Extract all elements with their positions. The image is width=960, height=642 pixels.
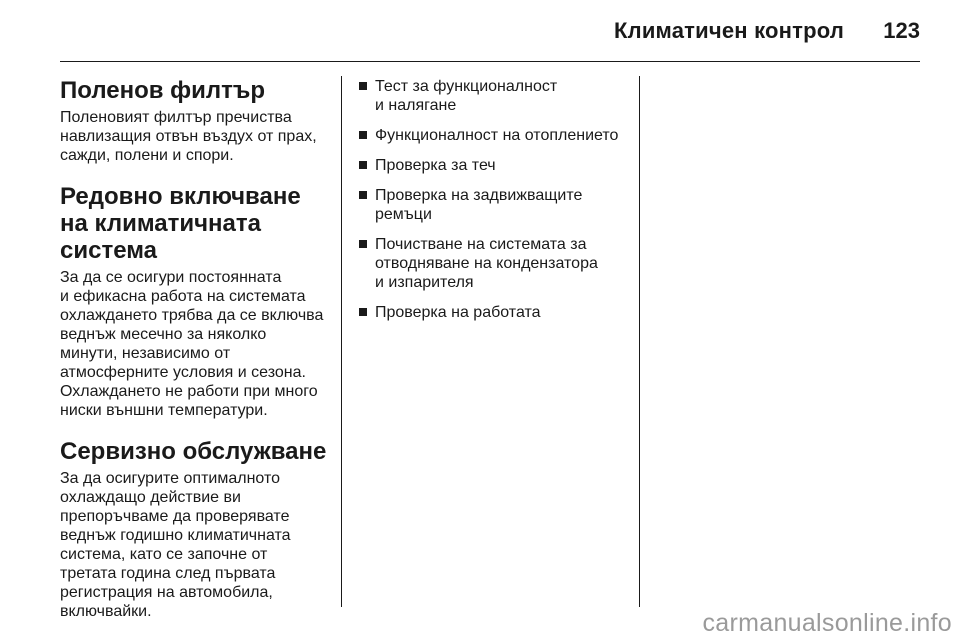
square-bullet-icon	[359, 82, 367, 90]
list-item	[358, 77, 628, 115]
section-text: За да осигурите оптималното охлаждащо действие ви препоръчваме да проверявате веднъж годишно климатичната система, като се започне от третата година след първата регистрация на автомобила, включвайки.	[60, 470, 291, 620]
section-heading: Редовно включване на климатичната система	[60, 183, 301, 264]
list-item-text: Тест за функционалност и налягане	[375, 78, 558, 114]
section-service	[60, 438, 332, 621]
header-divider	[60, 61, 920, 62]
list-item	[358, 156, 628, 175]
right-column	[358, 77, 628, 333]
square-bullet-icon	[359, 308, 367, 316]
service-checklist	[358, 77, 628, 322]
section-text: За да се осигури постоянната и ефикасна работа на системата охлаждането трябва да се включва веднъж месечно за няколко минути, независимо от атмосферните условия и сезона. Охлаждането не работи при много ниски външни температури.	[60, 269, 324, 419]
column-divider	[341, 76, 342, 607]
section-pollen-filter	[60, 77, 332, 165]
list-item	[358, 235, 628, 292]
page-number: 123	[883, 18, 920, 43]
list-item	[358, 303, 628, 322]
square-bullet-icon	[359, 131, 367, 139]
section-heading: Сервизно обслужване	[60, 438, 327, 465]
column-divider	[639, 76, 640, 607]
watermark: carmanualsonline.info	[702, 609, 952, 637]
list-item-text: Проверка за теч	[375, 157, 496, 174]
section-heading: Поленов филтър	[60, 77, 266, 104]
square-bullet-icon	[359, 191, 367, 199]
square-bullet-icon	[359, 161, 367, 169]
square-bullet-icon	[359, 240, 367, 248]
list-item-text: Почистване на системата за отводняване на кондензатора и изпарителя	[375, 236, 598, 291]
list-item-text: Проверка на работата	[375, 304, 541, 321]
chapter-title: Климатичен контрол	[614, 18, 844, 43]
page-header	[60, 0, 920, 62]
list-item-text: Функционалност на отоплението	[375, 127, 619, 144]
list-item	[358, 186, 628, 224]
section-text: Поленовият филтър пречиства навлизащия отвън въздух от прах, сажди, полени и спори.	[60, 109, 317, 164]
list-item-text: Проверка на задвижващите ремъци	[375, 187, 583, 223]
left-column	[60, 77, 332, 639]
list-item	[358, 126, 628, 145]
section-regular-operation	[60, 183, 332, 420]
